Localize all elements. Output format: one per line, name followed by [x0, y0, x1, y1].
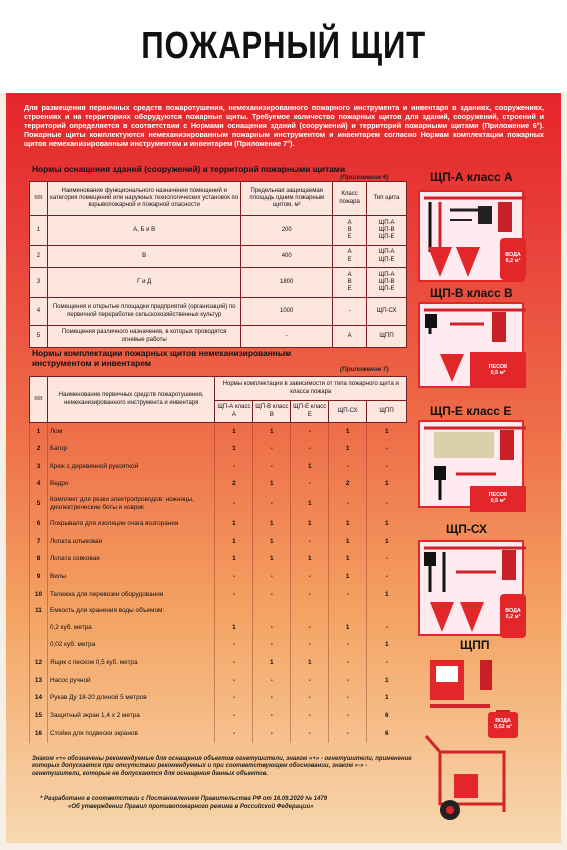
table2-cell-value: 1	[291, 493, 329, 515]
table2-cell-value	[329, 604, 367, 619]
table2-cell-value: 6	[367, 725, 407, 743]
table2-cell-value: 1	[329, 533, 367, 551]
table2-row	[30, 568, 407, 586]
table2-cell-value: -	[253, 568, 291, 586]
table1-cell-n: 2	[30, 246, 48, 268]
table2-header-col: ЩП-А класс А	[215, 401, 253, 423]
table2-row	[30, 636, 407, 654]
intro-text: Для размещения первичных средств пожаротушения, немеханизированного пожарного инструмента и инвентаря в зданиях, сооружениях, строениях и на территориях оборудуются пожарные щиты. Требуемое количество пожарных щитов для зданий, сооружений, строений и территорий определяется в соответствии с Нормами оснащения зданий (сооружений) и территорий пожарными щитами (Приложение 6°). Пожарные щиты комплектуются немеханизированным пожарным инструментом и инвентарем согласно Нормам комплектации пожарных щитов немеханизированным инструментом и инвентарем (Приложение 7°).	[24, 103, 544, 148]
table2-cell-value: -	[329, 458, 367, 476]
table2-row	[30, 551, 407, 569]
table2-cell-name: 0,2 куб. метра	[47, 619, 215, 637]
table2-cell-n: 14	[30, 689, 48, 707]
table2-cell-n: 9	[30, 568, 48, 586]
table2-cell-value: -	[329, 636, 367, 654]
table2-cell-value: -	[329, 689, 367, 707]
table2-cell-value: -	[215, 654, 253, 672]
table2-cell-n: 12	[30, 654, 48, 672]
table2-cell-value: 1	[215, 440, 253, 458]
sand-box-b-label: ПЕСОК 0,5 м³	[488, 364, 508, 376]
table1-header-n: п/п	[30, 182, 48, 216]
table2-cell-name: Емкость для хранения воды объемом:	[47, 604, 215, 619]
table2-cell-value: 1	[329, 423, 367, 441]
water-tank-sh	[500, 594, 526, 638]
board-e-title: ЩП-Е класс Е	[430, 404, 512, 418]
table2-cell-value: 6	[367, 707, 407, 725]
table1-cell-class: А Е	[333, 246, 367, 268]
table2-cell-value: -	[291, 476, 329, 494]
table2-cell-value: -	[253, 619, 291, 637]
table2-cell-name: 0,02 куб. метра	[47, 636, 215, 654]
table2-cell-name: Комплект для резки электропроводов: ножницы, диэлектрические боты и коврик	[47, 493, 215, 515]
table2-cell-n	[30, 636, 48, 654]
table2-cell-name: Лопата штыковая	[47, 533, 215, 551]
table1-cell-n: 3	[30, 268, 48, 298]
table2-cell-value: 1	[253, 533, 291, 551]
table1-row	[30, 246, 407, 268]
header	[0, 0, 567, 93]
water-tank-sh-label: ВОДА 0,2 м³	[505, 608, 521, 620]
table2-cell-name: Лопата совковая	[47, 551, 215, 569]
table2-cell-n: 3	[30, 458, 48, 476]
table2-cell-value: -	[253, 440, 291, 458]
table2-cell-value	[367, 604, 407, 619]
table2-cell-value: 1	[291, 551, 329, 569]
table1-cell-class: А В Е	[333, 268, 367, 298]
table1-cell-n: 1	[30, 216, 48, 246]
table2-cell-value: -	[291, 689, 329, 707]
table2-cell-n	[30, 619, 48, 637]
table2-header-n: п/п	[30, 377, 48, 423]
table1-header-type: Тип щита	[367, 182, 407, 216]
table2-cell-value: 1	[367, 672, 407, 690]
table2-row	[30, 654, 407, 672]
table2-cell-value: 1	[291, 654, 329, 672]
table2-cell-value: -	[367, 440, 407, 458]
table1-row	[30, 298, 407, 326]
table2-cell-name: Рукав Ду 18-20 длиной 5 метров	[47, 689, 215, 707]
table2-cell-value: -	[253, 707, 291, 725]
table2-cell-value: -	[329, 672, 367, 690]
table2-cell-value: -	[215, 458, 253, 476]
table2-cell-value: 1	[329, 551, 367, 569]
board-a-title: ЩП-А класс А	[430, 170, 513, 184]
table2-cell-name: Крюк с деревянной рукояткой	[47, 458, 215, 476]
table2-cell-n: 10	[30, 586, 48, 604]
table2-cell-value: -	[215, 672, 253, 690]
table2-cell-value: -	[329, 586, 367, 604]
table2-cell-value: -	[291, 440, 329, 458]
table2-cell-value: -	[367, 568, 407, 586]
table2-cell-value: 1	[367, 533, 407, 551]
table2-cell-value: 1	[215, 551, 253, 569]
table2-cell-value: -	[253, 458, 291, 476]
table2-row	[30, 619, 407, 637]
table2-header-col: ЩПП	[367, 401, 407, 423]
table2-cell-value: 1	[291, 458, 329, 476]
table2-row	[30, 493, 407, 515]
table1-row	[30, 326, 407, 348]
table1-cell-class: А В Е	[333, 216, 367, 246]
table2-cell-value: 1	[367, 476, 407, 494]
table2-header-col: ЩП-Е класс Е	[291, 401, 329, 423]
table2-cell-name: Лом	[47, 423, 215, 441]
table2-cell-name: Вилы	[47, 568, 215, 586]
table2-header-col: ЩП-СХ	[329, 401, 367, 423]
table2-cell-value: -	[367, 458, 407, 476]
table2-cell-value: 1	[215, 619, 253, 637]
table2-cell-value	[253, 604, 291, 619]
table2-cell-name: Багор	[47, 440, 215, 458]
table2-cell-value: -	[329, 493, 367, 515]
table1-appendix: (Приложение 6)	[340, 174, 389, 181]
table2-header-group: Нормы комплектации в зависимости от типа пожарного щита и класса пожара	[215, 377, 407, 401]
table2-row	[30, 476, 407, 494]
table2-cell-value	[291, 604, 329, 619]
sand-box-b	[470, 352, 526, 388]
table1-title: Нормы оснащения зданий (сооружений) и территорий пожарными щитами	[32, 164, 346, 174]
table1-row	[30, 268, 407, 298]
table2-cell-value: -	[329, 707, 367, 725]
table2-header-name: Наименование первичных средств пожаротушения, немеханизированного инструмента и инвентаря	[47, 377, 215, 423]
table2-cell-value: 1	[253, 551, 291, 569]
table2-cell-value: 1	[291, 515, 329, 533]
table1-cell-name: Помещения различного назначения, в которых проводятся огневые работы	[47, 326, 240, 348]
legend-note: Знаком «+» обозначены рекомендуемые для оснащения объектов огнетушители, знаком «+» - огнетушители, применение которых допускается при отсутствии рекомендуемых и при соответствующем обосновании, знаком «-» - огнетушители, которые не допускаются для оснащения данных объектов.	[32, 756, 412, 777]
table1-cell-area: -	[241, 326, 333, 348]
table2-cell-value: -	[291, 636, 329, 654]
table2-row	[30, 440, 407, 458]
table2-cell-value: 1	[253, 515, 291, 533]
table2-cell-value: -	[329, 654, 367, 672]
table2-cell-value: -	[291, 423, 329, 441]
table2-cell-value: -	[215, 636, 253, 654]
table2-cell-value: 1	[367, 423, 407, 441]
table2-cell-name: Защитный экран 1,4 х 2 метра	[47, 707, 215, 725]
table2-cell-value: -	[291, 586, 329, 604]
table1	[29, 181, 407, 348]
table2	[29, 376, 407, 743]
page-title: ПОЖАРНЫЙ ЩИТ	[141, 25, 426, 67]
table2-cell-value: -	[215, 689, 253, 707]
water-tank-p	[488, 712, 518, 738]
table1-cell-type: ЩП-СХ	[367, 298, 407, 326]
table2-cell-value: 2	[329, 476, 367, 494]
table1-cell-area: 1000	[241, 298, 333, 326]
table2-cell-value: -	[215, 493, 253, 515]
table2-row	[30, 586, 407, 604]
table2-cell-value: -	[253, 586, 291, 604]
table2-cell-name: Стойки для подвески экранов	[47, 725, 215, 743]
table2-cell-value: 1	[329, 568, 367, 586]
table2-cell-n: 15	[30, 707, 48, 725]
table1-header-area: Предельная защищаемая площадь одним пожарным щитом, м²	[241, 182, 333, 216]
footer-line: * Разработано в соответствии с Постановлением Правительства РФ от 16.09.2020 № 1479	[40, 796, 328, 802]
table2-cell-n: 7	[30, 533, 48, 551]
table2-appendix: (Приложение 7)	[340, 366, 389, 373]
table1-cell-class: А	[333, 326, 367, 348]
table2-cell-value: -	[367, 493, 407, 515]
table2-cell-value: -	[215, 568, 253, 586]
table2-cell-value: -	[367, 654, 407, 672]
table2-cell-n: 8	[30, 551, 48, 569]
table2-row	[30, 515, 407, 533]
table2-cell-value: -	[215, 707, 253, 725]
table2-row	[30, 423, 407, 441]
table1-cell-type: ЩП-А ЩП-В ЩП-Е	[367, 268, 407, 298]
table1-cell-n: 4	[30, 298, 48, 326]
water-tank-a-label: ВОДА 0,2 м³	[505, 252, 521, 264]
table2-cell-value: -	[291, 619, 329, 637]
table2-cell-n: 16	[30, 725, 48, 743]
table1-cell-class: -	[333, 298, 367, 326]
table2-cell-value: -	[291, 707, 329, 725]
table2-cell-value: 1	[329, 515, 367, 533]
table2-header-col: ЩП-В класс В	[253, 401, 291, 423]
table2-cell-value: -	[291, 672, 329, 690]
table2-cell-value: -	[291, 725, 329, 743]
table1-cell-area: 1800	[241, 268, 333, 298]
table2-cell-n: 11	[30, 604, 48, 619]
footer	[40, 796, 400, 811]
table1-cell-name: Г и Д	[47, 268, 240, 298]
table2-cell-name: Насос ручной	[47, 672, 215, 690]
table1-header-name: Наименование функционального назначения помещений и категория помещений или наружных технологических установок по взрывопожарной и пожарной опасности	[47, 182, 240, 216]
table2-row	[30, 707, 407, 725]
sand-box-e-label: ПЕСОК 0,5 м³	[488, 492, 508, 504]
table2-cell-name: Ведро	[47, 476, 215, 494]
table1-cell-name: А, Б и В	[47, 216, 240, 246]
table1-cell-area: 400	[241, 246, 333, 268]
mobile-cart-icon	[420, 654, 540, 822]
table2-cell-name: Ящик с песком 0,5 куб. метра	[47, 654, 215, 672]
table2-cell-n: 5	[30, 493, 48, 515]
table2-row	[30, 604, 407, 619]
table1-row	[30, 216, 407, 246]
table1-cell-area: 200	[241, 216, 333, 246]
table2-cell-n: 6	[30, 515, 48, 533]
table2-cell-value: -	[253, 672, 291, 690]
table2-row	[30, 533, 407, 551]
table2-cell-name: Покрывало для изоляции очага возгорания	[47, 515, 215, 533]
table2-cell-name: Тележка для перевозки оборудования	[47, 586, 215, 604]
table2-cell-value: -	[367, 551, 407, 569]
table2-cell-value: 1	[215, 515, 253, 533]
sand-box-e	[470, 486, 526, 512]
table2-cell-value: 1	[215, 533, 253, 551]
table2-cell-value: 1	[253, 423, 291, 441]
table2-cell-value: 2	[215, 476, 253, 494]
table2-cell-value: -	[253, 493, 291, 515]
board-p-title: ЩПП	[460, 638, 490, 652]
table2-cell-value: -	[253, 689, 291, 707]
table2-cell-value: -	[291, 568, 329, 586]
table2-cell-n: 2	[30, 440, 48, 458]
table2-cell-value: -	[253, 636, 291, 654]
water-tank-a	[500, 238, 526, 280]
table2-cell-value: 1	[367, 689, 407, 707]
table2-row	[30, 725, 407, 743]
table2-cell-value: -	[329, 725, 367, 743]
table2-cell-value: 1	[367, 586, 407, 604]
table2-cell-value: -	[253, 725, 291, 743]
board-b-title: ЩП-В класс В	[430, 286, 513, 300]
table2-title: Нормы комплектации пожарных щитов немеханизированным инструментом и инвентарем	[32, 348, 292, 368]
table2-cell-n: 1	[30, 423, 48, 441]
table1-cell-name: Помещения и открытые площадки предприятий (организаций) по первичной переработке сельскохозяйственных культур	[47, 298, 240, 326]
table1-cell-type: ЩП-А ЩП-В ЩП-Е	[367, 216, 407, 246]
table1-cell-n: 5	[30, 326, 48, 348]
table2-cell-value: -	[291, 533, 329, 551]
table2-cell-value: 1	[367, 515, 407, 533]
table1-header-class: Класс пожара	[333, 182, 367, 216]
table2-cell-value: 1	[253, 654, 291, 672]
table2-cell-n: 4	[30, 476, 48, 494]
table1-cell-type: ЩП-А ЩП-Е	[367, 246, 407, 268]
table2-cell-value: 1	[367, 636, 407, 654]
table1-header-row	[30, 182, 407, 216]
table2-row	[30, 672, 407, 690]
water-tank-p-label: ВОДА 0,02 м³	[494, 718, 512, 730]
table2-cell-value: -	[215, 586, 253, 604]
table2-cell-value: 1	[215, 423, 253, 441]
table2-cell-n: 13	[30, 672, 48, 690]
table2-cell-value: 1	[329, 440, 367, 458]
board-sh-title: ЩП-СХ	[446, 522, 488, 536]
footer-line: «Об утверждении Правил противопожарного режима в Российской Федерации»	[68, 803, 314, 810]
table2-row	[30, 458, 407, 476]
table1-cell-type: ЩПП	[367, 326, 407, 348]
table1-cell-name: В	[47, 246, 240, 268]
table2-cell-value: 1	[253, 476, 291, 494]
table2-cell-value: -	[215, 725, 253, 743]
table2-cell-value	[215, 604, 253, 619]
table2-row	[30, 689, 407, 707]
table2-cell-value: 1	[329, 619, 367, 637]
table2-cell-value: -	[367, 619, 407, 637]
